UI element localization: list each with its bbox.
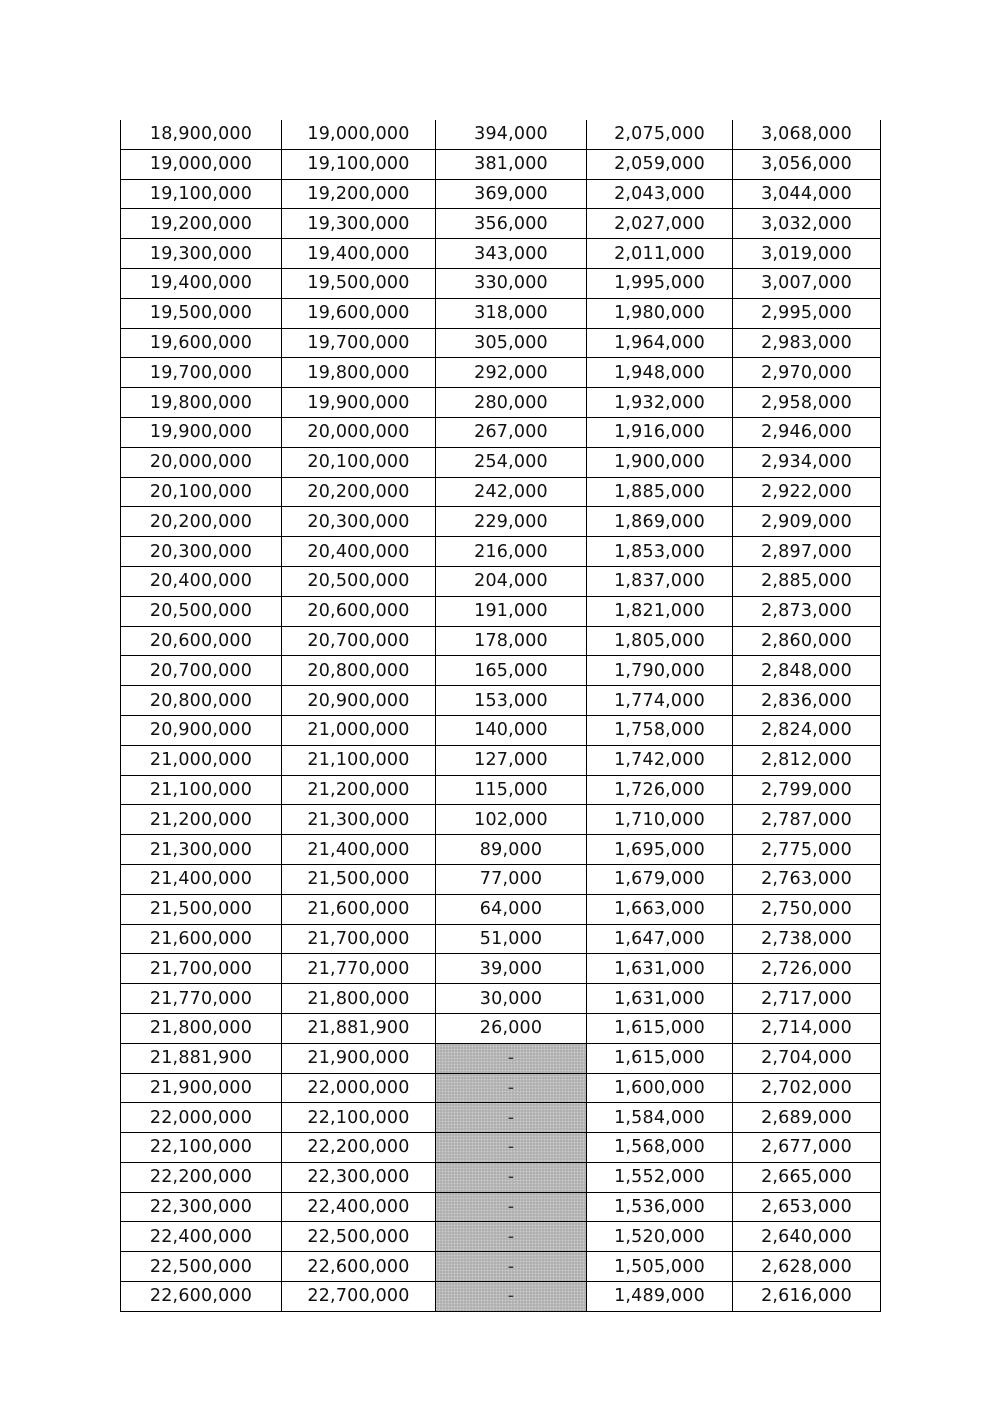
income-from-cell: 21,800,000: [121, 1013, 282, 1043]
table-row: [121, 686, 881, 716]
amount-cell-3: -: [436, 1252, 587, 1282]
table-row: [121, 537, 881, 567]
amount-cell-5: 2,934,000: [733, 447, 881, 477]
table-row: [121, 268, 881, 298]
amount-cell-3: 191,000: [436, 596, 587, 626]
income-from-cell: 20,100,000: [121, 477, 282, 507]
amount-cell-3: 369,000: [436, 179, 587, 209]
amount-cell-3: 330,000: [436, 268, 587, 298]
amount-cell-5: 2,787,000: [733, 805, 881, 835]
income-to-cell: 21,700,000: [282, 924, 436, 954]
income-to-cell: 21,200,000: [282, 775, 436, 805]
income-from-cell: 20,400,000: [121, 566, 282, 596]
amount-cell-5: 2,885,000: [733, 566, 881, 596]
income-to-cell: 19,000,000: [282, 120, 436, 149]
amount-cell-4: 1,964,000: [587, 328, 733, 358]
amount-cell-3: 356,000: [436, 209, 587, 239]
amount-cell-5: 2,897,000: [733, 537, 881, 567]
amount-cell-5: 2,812,000: [733, 745, 881, 775]
amount-cell-3: 30,000: [436, 984, 587, 1014]
income-to-cell: 19,800,000: [282, 358, 436, 388]
amount-cell-4: 1,663,000: [587, 894, 733, 924]
income-from-cell: 20,600,000: [121, 626, 282, 656]
table-row: [121, 209, 881, 239]
income-from-cell: 19,300,000: [121, 239, 282, 269]
income-from-cell: 19,900,000: [121, 417, 282, 447]
table-row: [121, 656, 881, 686]
income-from-cell: 20,300,000: [121, 537, 282, 567]
table-row: [121, 1192, 881, 1222]
table-row: [121, 1133, 881, 1163]
amount-cell-3: 267,000: [436, 417, 587, 447]
amount-cell-5: 2,824,000: [733, 715, 881, 745]
income-from-cell: 21,770,000: [121, 984, 282, 1014]
amount-cell-3: 77,000: [436, 864, 587, 894]
amount-cell-3: -: [436, 1133, 587, 1163]
income-from-cell: 21,200,000: [121, 805, 282, 835]
income-from-cell: 21,300,000: [121, 835, 282, 865]
amount-cell-4: 1,631,000: [587, 954, 733, 984]
amount-cell-5: 2,995,000: [733, 298, 881, 328]
amount-cell-4: 1,631,000: [587, 984, 733, 1014]
income-to-cell: 20,800,000: [282, 656, 436, 686]
amount-cell-5: 2,873,000: [733, 596, 881, 626]
amount-cell-4: 2,043,000: [587, 179, 733, 209]
table-row: [121, 328, 881, 358]
amount-cell-4: 1,869,000: [587, 507, 733, 537]
income-from-cell: 19,600,000: [121, 328, 282, 358]
income-from-cell: 18,900,000: [121, 120, 282, 149]
amount-cell-5: 2,909,000: [733, 507, 881, 537]
table-row: [121, 1013, 881, 1043]
income-to-cell: 19,500,000: [282, 268, 436, 298]
amount-cell-4: 1,932,000: [587, 388, 733, 418]
amount-cell-5: 2,616,000: [733, 1282, 881, 1312]
amount-cell-4: 1,600,000: [587, 1073, 733, 1103]
amount-cell-3: 254,000: [436, 447, 587, 477]
income-from-cell: 20,000,000: [121, 447, 282, 477]
income-to-cell: 20,300,000: [282, 507, 436, 537]
income-to-cell: 20,500,000: [282, 566, 436, 596]
income-from-cell: 21,881,900: [121, 1043, 282, 1073]
table-row: [121, 1222, 881, 1252]
income-to-cell: 19,400,000: [282, 239, 436, 269]
income-to-cell: 21,500,000: [282, 864, 436, 894]
table-row: [121, 388, 881, 418]
amount-cell-4: 1,916,000: [587, 417, 733, 447]
income-from-cell: 22,300,000: [121, 1192, 282, 1222]
amount-cell-5: 2,653,000: [733, 1192, 881, 1222]
amount-cell-3: 381,000: [436, 149, 587, 179]
income-from-cell: 19,000,000: [121, 149, 282, 179]
income-from-cell: 21,900,000: [121, 1073, 282, 1103]
income-to-cell: 22,100,000: [282, 1103, 436, 1133]
amount-cell-5: 2,763,000: [733, 864, 881, 894]
amount-cell-4: 1,995,000: [587, 268, 733, 298]
table-row: [121, 775, 881, 805]
table-row: [121, 745, 881, 775]
amount-cell-5: 2,677,000: [733, 1133, 881, 1163]
income-to-cell: 22,700,000: [282, 1282, 436, 1312]
amount-cell-3: 305,000: [436, 328, 587, 358]
income-from-cell: 22,500,000: [121, 1252, 282, 1282]
table-row: [121, 984, 881, 1014]
income-from-cell: 22,000,000: [121, 1103, 282, 1133]
amount-cell-5: 2,726,000: [733, 954, 881, 984]
table-row: [121, 298, 881, 328]
amount-cell-4: 1,615,000: [587, 1013, 733, 1043]
amount-cell-5: 2,702,000: [733, 1073, 881, 1103]
amount-cell-5: 2,750,000: [733, 894, 881, 924]
amount-cell-5: 2,970,000: [733, 358, 881, 388]
amount-cell-4: 1,742,000: [587, 745, 733, 775]
amount-cell-4: 1,505,000: [587, 1252, 733, 1282]
amount-cell-3: 242,000: [436, 477, 587, 507]
amount-cell-4: 2,075,000: [587, 120, 733, 149]
income-from-cell: 21,100,000: [121, 775, 282, 805]
table-row: [121, 805, 881, 835]
amount-cell-4: 1,695,000: [587, 835, 733, 865]
amount-cell-4: 1,710,000: [587, 805, 733, 835]
amount-cell-5: 2,946,000: [733, 417, 881, 447]
amount-cell-3: 26,000: [436, 1013, 587, 1043]
amount-cell-4: 1,774,000: [587, 686, 733, 716]
income-to-cell: 20,200,000: [282, 477, 436, 507]
amount-cell-4: 2,011,000: [587, 239, 733, 269]
income-from-cell: 21,500,000: [121, 894, 282, 924]
amount-cell-5: 2,665,000: [733, 1162, 881, 1192]
income-to-cell: 21,000,000: [282, 715, 436, 745]
table-row: [121, 447, 881, 477]
income-from-cell: 21,000,000: [121, 745, 282, 775]
amount-cell-4: 1,584,000: [587, 1103, 733, 1133]
amount-cell-4: 1,552,000: [587, 1162, 733, 1192]
table-row: [121, 239, 881, 269]
amount-cell-5: 2,640,000: [733, 1222, 881, 1252]
amount-cell-5: 3,068,000: [733, 120, 881, 149]
amount-cell-3: 229,000: [436, 507, 587, 537]
income-to-cell: 21,800,000: [282, 984, 436, 1014]
amount-cell-3: 89,000: [436, 835, 587, 865]
amount-cell-5: 2,860,000: [733, 626, 881, 656]
amount-cell-5: 2,848,000: [733, 656, 881, 686]
income-to-cell: 22,600,000: [282, 1252, 436, 1282]
amount-cell-4: 1,980,000: [587, 298, 733, 328]
table-row: [121, 1073, 881, 1103]
income-to-cell: 19,600,000: [282, 298, 436, 328]
amount-cell-5: 2,738,000: [733, 924, 881, 954]
table-row: [121, 835, 881, 865]
table-row: [121, 715, 881, 745]
income-from-cell: 20,800,000: [121, 686, 282, 716]
income-from-cell: 21,400,000: [121, 864, 282, 894]
table-row: [121, 358, 881, 388]
amount-cell-4: 1,821,000: [587, 596, 733, 626]
table-row: [121, 417, 881, 447]
income-from-cell: 19,200,000: [121, 209, 282, 239]
income-from-cell: 22,600,000: [121, 1282, 282, 1312]
amount-cell-3: 394,000: [436, 120, 587, 149]
table-row: [121, 507, 881, 537]
income-from-cell: 20,500,000: [121, 596, 282, 626]
table-row: [121, 894, 881, 924]
data-table: [120, 120, 881, 1312]
amount-cell-3: 64,000: [436, 894, 587, 924]
amount-cell-4: 1,758,000: [587, 715, 733, 745]
table-row: [121, 477, 881, 507]
amount-cell-5: 2,717,000: [733, 984, 881, 1014]
amount-cell-3: -: [436, 1162, 587, 1192]
income-to-cell: 22,300,000: [282, 1162, 436, 1192]
amount-cell-3: 178,000: [436, 626, 587, 656]
amount-cell-4: 1,520,000: [587, 1222, 733, 1252]
income-to-cell: 20,700,000: [282, 626, 436, 656]
amount-cell-5: 2,799,000: [733, 775, 881, 805]
amount-cell-3: -: [436, 1043, 587, 1073]
income-from-cell: 19,700,000: [121, 358, 282, 388]
income-to-cell: 22,000,000: [282, 1073, 436, 1103]
amount-cell-3: 165,000: [436, 656, 587, 686]
income-from-cell: 22,100,000: [121, 1133, 282, 1163]
income-from-cell: 19,400,000: [121, 268, 282, 298]
amount-cell-5: 3,056,000: [733, 149, 881, 179]
income-to-cell: 19,200,000: [282, 179, 436, 209]
income-from-cell: 20,700,000: [121, 656, 282, 686]
table-row: [121, 1162, 881, 1192]
amount-cell-4: 1,805,000: [587, 626, 733, 656]
amount-cell-4: 1,568,000: [587, 1133, 733, 1163]
income-to-cell: 20,600,000: [282, 596, 436, 626]
amount-cell-5: 3,007,000: [733, 268, 881, 298]
amount-cell-4: 1,790,000: [587, 656, 733, 686]
income-to-cell: 19,100,000: [282, 149, 436, 179]
income-from-cell: 21,700,000: [121, 954, 282, 984]
amount-cell-5: 2,689,000: [733, 1103, 881, 1133]
table-row: [121, 179, 881, 209]
amount-cell-4: 2,027,000: [587, 209, 733, 239]
income-to-cell: 20,900,000: [282, 686, 436, 716]
amount-cell-5: 2,775,000: [733, 835, 881, 865]
amount-cell-5: 2,704,000: [733, 1043, 881, 1073]
income-from-cell: 20,900,000: [121, 715, 282, 745]
table-row: [121, 1043, 881, 1073]
income-to-cell: 21,900,000: [282, 1043, 436, 1073]
amount-cell-4: 1,679,000: [587, 864, 733, 894]
amount-cell-3: 216,000: [436, 537, 587, 567]
income-to-cell: 21,300,000: [282, 805, 436, 835]
income-to-cell: 21,400,000: [282, 835, 436, 865]
amount-cell-4: 1,726,000: [587, 775, 733, 805]
income-to-cell: 19,300,000: [282, 209, 436, 239]
amount-cell-5: 2,714,000: [733, 1013, 881, 1043]
income-from-cell: 19,100,000: [121, 179, 282, 209]
table-row: [121, 626, 881, 656]
income-to-cell: 21,881,900: [282, 1013, 436, 1043]
amount-cell-5: 3,032,000: [733, 209, 881, 239]
amount-cell-3: 102,000: [436, 805, 587, 835]
amount-cell-5: 2,983,000: [733, 328, 881, 358]
amount-cell-3: 292,000: [436, 358, 587, 388]
table-body: [121, 120, 881, 1311]
amount-cell-4: 1,948,000: [587, 358, 733, 388]
income-to-cell: 20,100,000: [282, 447, 436, 477]
amount-cell-3: 153,000: [436, 686, 587, 716]
income-from-cell: 19,500,000: [121, 298, 282, 328]
amount-cell-3: -: [436, 1222, 587, 1252]
income-to-cell: 19,900,000: [282, 388, 436, 418]
amount-cell-3: 204,000: [436, 566, 587, 596]
amount-cell-3: 343,000: [436, 239, 587, 269]
income-to-cell: 22,500,000: [282, 1222, 436, 1252]
amount-cell-4: 2,059,000: [587, 149, 733, 179]
amount-cell-3: -: [436, 1192, 587, 1222]
amount-cell-5: 3,044,000: [733, 179, 881, 209]
table-row: [121, 924, 881, 954]
income-to-cell: 21,770,000: [282, 954, 436, 984]
table-row: [121, 954, 881, 984]
table-row: [121, 1103, 881, 1133]
income-from-cell: 22,200,000: [121, 1162, 282, 1192]
amount-cell-3: 127,000: [436, 745, 587, 775]
income-to-cell: 22,400,000: [282, 1192, 436, 1222]
income-from-cell: 20,200,000: [121, 507, 282, 537]
amount-cell-3: 318,000: [436, 298, 587, 328]
income-from-cell: 19,800,000: [121, 388, 282, 418]
amount-cell-4: 1,615,000: [587, 1043, 733, 1073]
amount-cell-3: -: [436, 1073, 587, 1103]
amount-cell-3: 280,000: [436, 388, 587, 418]
amount-cell-4: 1,536,000: [587, 1192, 733, 1222]
table-row: [121, 1282, 881, 1312]
income-from-cell: 22,400,000: [121, 1222, 282, 1252]
amount-cell-4: 1,837,000: [587, 566, 733, 596]
amount-cell-4: 1,647,000: [587, 924, 733, 954]
amount-cell-4: 1,885,000: [587, 477, 733, 507]
amount-cell-3: 51,000: [436, 924, 587, 954]
amount-cell-4: 1,489,000: [587, 1282, 733, 1312]
income-to-cell: 21,600,000: [282, 894, 436, 924]
table-row: [121, 120, 881, 149]
amount-cell-3: 115,000: [436, 775, 587, 805]
amount-cell-5: 3,019,000: [733, 239, 881, 269]
table-row: [121, 864, 881, 894]
income-to-cell: 20,000,000: [282, 417, 436, 447]
income-from-cell: 21,600,000: [121, 924, 282, 954]
table-row: [121, 149, 881, 179]
amount-cell-3: -: [436, 1103, 587, 1133]
amount-cell-5: 2,836,000: [733, 686, 881, 716]
amount-cell-5: 2,922,000: [733, 477, 881, 507]
amount-cell-5: 2,628,000: [733, 1252, 881, 1282]
table-row: [121, 566, 881, 596]
income-to-cell: 21,100,000: [282, 745, 436, 775]
amount-cell-3: 39,000: [436, 954, 587, 984]
income-to-cell: 22,200,000: [282, 1133, 436, 1163]
table-row: [121, 1252, 881, 1282]
amount-cell-3: 140,000: [436, 715, 587, 745]
amount-cell-4: 1,853,000: [587, 537, 733, 567]
amount-cell-5: 2,958,000: [733, 388, 881, 418]
amount-cell-3: -: [436, 1282, 587, 1312]
income-to-cell: 19,700,000: [282, 328, 436, 358]
income-to-cell: 20,400,000: [282, 537, 436, 567]
amount-cell-4: 1,900,000: [587, 447, 733, 477]
table-row: [121, 596, 881, 626]
